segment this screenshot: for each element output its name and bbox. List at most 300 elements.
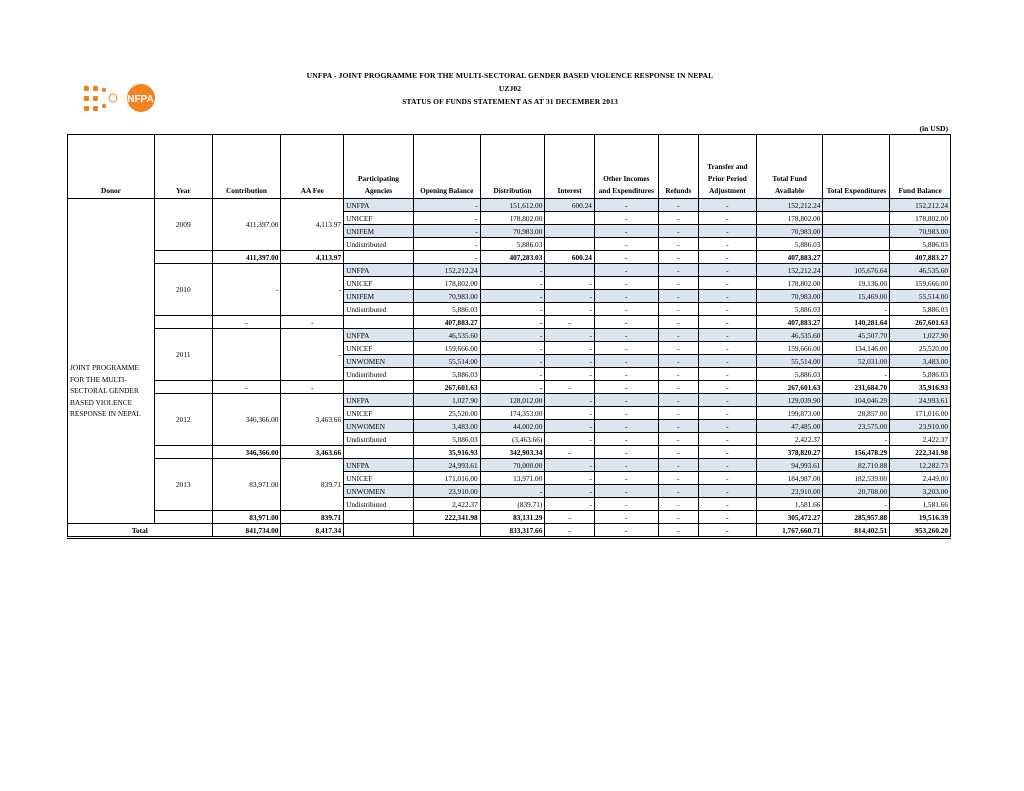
year-cell: 2012 xyxy=(154,394,212,446)
col-header: Fund Balance xyxy=(890,135,951,199)
year-cell: 2010 xyxy=(154,264,212,316)
table-header-row xyxy=(68,135,951,199)
subtotal-cell: - xyxy=(658,446,698,459)
amount-cell: - xyxy=(594,472,658,485)
total-cell: 841,734.00 xyxy=(212,524,281,538)
amount-cell xyxy=(823,225,890,238)
subtotal-cell: 231,684.70 xyxy=(823,381,890,394)
amount-cell: - xyxy=(545,277,595,290)
agency-name: UNICEF xyxy=(344,407,414,420)
amount-cell: 2,422.37 xyxy=(890,433,951,446)
amount-cell: 152,212.24 xyxy=(756,199,823,212)
subtotal-cell: - xyxy=(281,381,344,394)
agency-name: UNWOMEN xyxy=(344,485,414,498)
agency-name: UNFPA xyxy=(344,199,414,212)
amount-cell: 70,983.00 xyxy=(756,290,823,303)
amount-cell xyxy=(545,212,595,225)
amount-cell: - xyxy=(658,342,698,355)
amount-cell xyxy=(823,199,890,212)
amount-cell: - xyxy=(545,355,595,368)
amount-cell: - xyxy=(594,342,658,355)
amount-cell: - xyxy=(545,303,595,316)
amount-cell: - xyxy=(480,264,545,277)
agency-name: UNWOMEN xyxy=(344,420,414,433)
amount-cell: 105,676.64 xyxy=(823,264,890,277)
amount-cell: - xyxy=(658,303,698,316)
subtotal-cell: - xyxy=(699,511,757,524)
subtotal-cell: - xyxy=(480,316,545,329)
amount-cell: - xyxy=(545,290,595,303)
amount-cell: - xyxy=(658,212,698,225)
amount-cell: - xyxy=(699,368,757,381)
amount-cell: 159,666.00 xyxy=(756,342,823,355)
amount-cell: - xyxy=(658,459,698,472)
total-cell xyxy=(344,524,414,538)
amount-cell: 5,886.03 xyxy=(890,303,951,316)
subtotal-cell: - xyxy=(212,316,281,329)
amount-cell: - xyxy=(699,498,757,511)
amount-cell: 128,012.00 xyxy=(480,394,545,407)
amount-cell: 44,002.00 xyxy=(480,420,545,433)
table-row xyxy=(68,394,951,407)
amount-cell: - xyxy=(594,212,658,225)
amount-cell: - xyxy=(545,394,595,407)
amount-cell: 178,802.00 xyxy=(890,212,951,225)
amount-cell: 2,422.37 xyxy=(413,498,480,511)
amount-cell: - xyxy=(480,355,545,368)
aa-fee-cell: 839.71 xyxy=(281,459,344,511)
subtotal-cell: - xyxy=(699,251,757,264)
total-cell: - xyxy=(658,524,698,538)
amount-cell: 23,910.00 xyxy=(890,420,951,433)
subtotal-cell: 378,820.27 xyxy=(756,446,823,459)
aa-fee-cell: 4,113.97 xyxy=(281,199,344,251)
col-header: Interest xyxy=(545,135,595,199)
col-header: Transfer and Prior Period Adjustment xyxy=(699,135,757,199)
subtotal-cell: - xyxy=(413,251,480,264)
contribution-cell: - xyxy=(212,264,281,316)
subtotal-cell: - xyxy=(480,381,545,394)
subtotal-cell xyxy=(344,316,414,329)
amount-cell: - xyxy=(545,433,595,446)
currency-unit: (in USD) xyxy=(919,124,948,133)
agency-name: UNWOMEN xyxy=(344,355,414,368)
amount-cell: 5,886.03 xyxy=(413,303,480,316)
amount-cell: 5,886.03 xyxy=(890,238,951,251)
amount-cell: - xyxy=(545,368,595,381)
amount-cell: 178,802.00 xyxy=(756,277,823,290)
amount-cell: - xyxy=(480,277,545,290)
subtotal-cell: - xyxy=(699,381,757,394)
amount-cell: 46,535.60 xyxy=(413,329,480,342)
col-header: Other Incomes and Expenditures xyxy=(594,135,658,199)
subtotal-cell: 35,916.93 xyxy=(413,446,480,459)
amount-cell: 199,873.00 xyxy=(756,407,823,420)
amount-cell: 94,993.61 xyxy=(756,459,823,472)
amount-cell: 55,514.00 xyxy=(413,355,480,368)
subtotal-cell: 140,281.64 xyxy=(823,316,890,329)
amount-cell: - xyxy=(545,420,595,433)
col-header: AA Fee xyxy=(281,135,344,199)
agency-name: UNFPA xyxy=(344,329,414,342)
amount-cell: 70,983.00 xyxy=(480,225,545,238)
amount-cell: 134,146.00 xyxy=(823,342,890,355)
col-header: Participating Agencies xyxy=(344,135,414,199)
subtotal-cell: 35,916.93 xyxy=(890,381,951,394)
amount-cell: - xyxy=(594,485,658,498)
amount-cell: 70,983.00 xyxy=(413,290,480,303)
amount-cell: - xyxy=(658,433,698,446)
amount-cell: 55,514.00 xyxy=(756,355,823,368)
subtotal-cell: 222,341.98 xyxy=(413,511,480,524)
amount-cell: - xyxy=(413,199,480,212)
amount-cell: 5,886.03 xyxy=(756,368,823,381)
amount-cell: - xyxy=(545,485,595,498)
amount-cell: 152,212.24 xyxy=(413,264,480,277)
col-header: Distribution xyxy=(480,135,545,199)
agency-name: Undistributed xyxy=(344,433,414,446)
amount-cell xyxy=(545,225,595,238)
status-of-funds-table xyxy=(67,134,951,539)
agency-name: Undistributed xyxy=(344,238,414,251)
subtotal-cell: 83,131.29 xyxy=(480,511,545,524)
subtotal-cell: 407,883.27 xyxy=(890,251,951,264)
amount-cell: 5,886.03 xyxy=(480,238,545,251)
grand-total-row xyxy=(68,524,951,538)
amount-cell: 174,353.00 xyxy=(480,407,545,420)
amount-cell: - xyxy=(658,355,698,368)
amount-cell: - xyxy=(545,342,595,355)
amount-cell: - xyxy=(594,368,658,381)
amount-cell: 28,857.00 xyxy=(823,407,890,420)
amount-cell xyxy=(545,238,595,251)
subtotal-cell: 407,883.27 xyxy=(413,316,480,329)
amount-cell: - xyxy=(545,329,595,342)
agency-name: UNICEF xyxy=(344,472,414,485)
amount-cell: 3,483.00 xyxy=(890,355,951,368)
amount-cell: - xyxy=(658,485,698,498)
subtotal-cell: 83,971.00 xyxy=(212,511,281,524)
subtotal-cell: 839.71 xyxy=(281,511,344,524)
year-cell: 2009 xyxy=(154,199,212,251)
year-cell: 2013 xyxy=(154,459,212,511)
subtotal-cell: 267,601.63 xyxy=(890,316,951,329)
subtotal-cell: 407,283.03 xyxy=(480,251,545,264)
amount-cell: 5,886.03 xyxy=(890,368,951,381)
total-cell: 833,317.66 xyxy=(480,524,545,538)
contribution-cell xyxy=(212,329,281,381)
agency-name: UNICEF xyxy=(344,277,414,290)
amount-cell: 24,993.61 xyxy=(413,459,480,472)
amount-cell: - xyxy=(594,459,658,472)
contribution-cell: 411,397.00 xyxy=(212,199,281,251)
amount-cell: - xyxy=(699,238,757,251)
table-row xyxy=(68,199,951,212)
amount-cell: - xyxy=(699,303,757,316)
amount-cell: - xyxy=(823,368,890,381)
table-row xyxy=(68,264,951,277)
amount-cell: - xyxy=(699,355,757,368)
amount-cell: - xyxy=(480,329,545,342)
amount-cell xyxy=(823,238,890,251)
total-cell: 953,260.20 xyxy=(890,524,951,538)
amount-cell: 25,520.00 xyxy=(890,342,951,355)
amount-cell: - xyxy=(594,498,658,511)
subtotal-cell: 285,957.88 xyxy=(823,511,890,524)
amount-cell: 70,000.00 xyxy=(480,459,545,472)
subtotal-cell: - xyxy=(594,381,658,394)
aa-fee-cell: - xyxy=(281,329,344,381)
col-header: Contribution xyxy=(212,135,281,199)
subtotal-cell: 267,601.63 xyxy=(756,381,823,394)
amount-cell: 25,520.00 xyxy=(413,407,480,420)
subtotal-cell: - xyxy=(594,251,658,264)
amount-cell: 47,485.00 xyxy=(756,420,823,433)
amount-cell: 1,027.90 xyxy=(413,394,480,407)
aa-fee-cell: 3,463.66 xyxy=(281,394,344,446)
amount-cell: 24,993.61 xyxy=(890,394,951,407)
table-row xyxy=(68,459,951,472)
amount-cell: 129,039.90 xyxy=(756,394,823,407)
subtotal-cell: - xyxy=(545,446,595,459)
col-header: Total Fund Available xyxy=(756,135,823,199)
amount-cell: 46,535.60 xyxy=(756,329,823,342)
amount-cell: - xyxy=(545,459,595,472)
subtotal-year-cell xyxy=(154,251,212,264)
amount-cell: - xyxy=(823,433,890,446)
year-cell: 2011 xyxy=(154,329,212,381)
agency-name: UNICEF xyxy=(344,212,414,225)
agency-name: Undistributed xyxy=(344,368,414,381)
amount-cell: - xyxy=(545,498,595,511)
amount-cell: 70,983.00 xyxy=(890,225,951,238)
amount-cell: - xyxy=(594,238,658,251)
amount-cell: - xyxy=(480,290,545,303)
amount-cell: - xyxy=(545,472,595,485)
amount-cell: - xyxy=(594,394,658,407)
subtotal-cell: - xyxy=(658,511,698,524)
amount-cell: 600.24 xyxy=(545,199,595,212)
subtotal-cell: 222,341.98 xyxy=(890,446,951,459)
donor-cell: JOINT PROGRAMME FOR THE MULTI-SECTORAL GENDER BASED VIOLENCE RESPONSE IN NEPAL xyxy=(68,199,155,524)
amount-cell: - xyxy=(699,290,757,303)
subtotal-row xyxy=(68,251,951,264)
amount-cell: 152,212.24 xyxy=(756,264,823,277)
subtotal-row xyxy=(68,381,951,394)
amount-cell: - xyxy=(594,407,658,420)
amount-cell xyxy=(545,264,595,277)
amount-cell: - xyxy=(594,303,658,316)
amount-cell: - xyxy=(699,342,757,355)
amount-cell: 184,987.00 xyxy=(756,472,823,485)
subtotal-cell: - xyxy=(545,381,595,394)
amount-cell: - xyxy=(413,225,480,238)
amount-cell: 182,539.00 xyxy=(823,472,890,485)
col-header: Refunds xyxy=(658,135,698,199)
amount-cell: 23,910.00 xyxy=(756,485,823,498)
col-header: Year xyxy=(154,135,212,199)
table-row xyxy=(68,329,951,342)
amount-cell: - xyxy=(699,212,757,225)
subtotal-cell: 411,397.00 xyxy=(212,251,281,264)
subtotal-year-cell xyxy=(154,511,212,524)
amount-cell: 23,575.00 xyxy=(823,420,890,433)
subtotal-cell: 19,516.39 xyxy=(890,511,951,524)
subtotal-cell xyxy=(344,381,414,394)
subtotal-cell: - xyxy=(594,316,658,329)
amount-cell: 3,203.00 xyxy=(890,485,951,498)
amount-cell: - xyxy=(699,329,757,342)
amount-cell: 5,886.03 xyxy=(413,368,480,381)
subtotal-cell: - xyxy=(545,316,595,329)
amount-cell xyxy=(823,212,890,225)
amount-cell: - xyxy=(658,394,698,407)
amount-cell: 5,886.03 xyxy=(413,433,480,446)
amount-cell: - xyxy=(594,329,658,342)
amount-cell: - xyxy=(699,277,757,290)
subtotal-row xyxy=(68,511,951,524)
subtotal-row xyxy=(68,446,951,459)
subtotal-cell: - xyxy=(594,446,658,459)
amount-cell: - xyxy=(594,264,658,277)
amount-cell: 159,666.00 xyxy=(413,342,480,355)
amount-cell: 52,031.00 xyxy=(823,355,890,368)
amount-cell: - xyxy=(658,368,698,381)
amount-cell: (3,463.66) xyxy=(480,433,545,446)
amount-cell: - xyxy=(594,433,658,446)
amount-cell: 19,136.00 xyxy=(823,277,890,290)
amount-cell: - xyxy=(658,199,698,212)
amount-cell: - xyxy=(699,199,757,212)
amount-cell: - xyxy=(545,407,595,420)
amount-cell: - xyxy=(699,472,757,485)
unfpa-logo xyxy=(84,84,164,114)
amount-cell: - xyxy=(480,342,545,355)
amount-cell: 178,802.00 xyxy=(413,277,480,290)
amount-cell: - xyxy=(594,199,658,212)
amount-cell: 104,046.29 xyxy=(823,394,890,407)
amount-cell: 171,016.00 xyxy=(413,472,480,485)
subtotal-cell: - xyxy=(699,316,757,329)
amount-cell: - xyxy=(699,485,757,498)
agency-name: UNFPA xyxy=(344,264,414,277)
amount-cell: - xyxy=(699,459,757,472)
amount-cell: - xyxy=(658,277,698,290)
subtotal-cell xyxy=(344,446,414,459)
amount-cell: - xyxy=(823,498,890,511)
agency-name: UNFPA xyxy=(344,394,414,407)
amount-cell: 20,708.00 xyxy=(823,485,890,498)
amount-cell: - xyxy=(413,238,480,251)
subtotal-cell: - xyxy=(281,316,344,329)
amount-cell: - xyxy=(658,264,698,277)
amount-cell: 45,507.70 xyxy=(823,329,890,342)
subtotal-cell: - xyxy=(699,446,757,459)
subtotal-year-cell xyxy=(154,381,212,394)
amount-cell: - xyxy=(658,290,698,303)
amount-cell: 151,612.00 xyxy=(480,199,545,212)
amount-cell: 1,581.66 xyxy=(756,498,823,511)
amount-cell: 15,469.00 xyxy=(823,290,890,303)
subtotal-cell xyxy=(344,251,414,264)
total-cell: - xyxy=(545,524,595,538)
amount-cell: 171,016.00 xyxy=(890,407,951,420)
amount-cell: - xyxy=(413,212,480,225)
agency-name: UNIFEM xyxy=(344,225,414,238)
total-cell: 1,767,660.71 xyxy=(756,524,823,538)
subtotal-cell: - xyxy=(212,381,281,394)
amount-cell: - xyxy=(658,238,698,251)
amount-cell: (839.71) xyxy=(480,498,545,511)
amount-cell: - xyxy=(699,407,757,420)
subtotal-row xyxy=(68,316,951,329)
amount-cell: 152,212.24 xyxy=(890,199,951,212)
amount-cell: 159,666.00 xyxy=(890,277,951,290)
contribution-cell: 346,366.00 xyxy=(212,394,281,446)
amount-cell: - xyxy=(594,277,658,290)
total-cell: - xyxy=(699,524,757,538)
agency-name: Undistributed xyxy=(344,303,414,316)
amount-cell: 82,710.88 xyxy=(823,459,890,472)
amount-cell: 23,910.00 xyxy=(413,485,480,498)
amount-cell: 2,422.37 xyxy=(756,433,823,446)
agency-name: UNIFEM xyxy=(344,290,414,303)
logo-text: UNFPA xyxy=(120,94,154,105)
amount-cell: 13,971.00 xyxy=(480,472,545,485)
report-title: UNFPA - JOINT PROGRAMME FOR THE MULTI-SECTORAL GENDER BASED VIOLENCE RESPONSE IN NEPAL xyxy=(306,71,714,80)
amount-cell: - xyxy=(480,485,545,498)
amount-cell: - xyxy=(658,407,698,420)
subtotal-cell: 267,601.63 xyxy=(413,381,480,394)
report-subtitle: STATUS OF FUNDS STATEMENT AS AT 31 DECEMBER 2013 xyxy=(402,97,618,106)
subtotal-cell xyxy=(344,511,414,524)
total-cell xyxy=(413,524,480,538)
col-header: Donor xyxy=(68,135,155,199)
subtotal-cell: - xyxy=(545,511,595,524)
subtotal-year-cell xyxy=(154,316,212,329)
amount-cell: - xyxy=(594,225,658,238)
amount-cell: 12,282.73 xyxy=(890,459,951,472)
subtotal-cell: - xyxy=(658,381,698,394)
amount-cell: 70,983.00 xyxy=(756,225,823,238)
subtotal-cell: 3,463.66 xyxy=(281,446,344,459)
amount-cell: 1,581.66 xyxy=(890,498,951,511)
subtotal-cell: 305,472.27 xyxy=(756,511,823,524)
amount-cell: - xyxy=(594,290,658,303)
subtotal-cell: - xyxy=(594,511,658,524)
amount-cell: - xyxy=(594,420,658,433)
amount-cell: - xyxy=(480,368,545,381)
amount-cell: 178,802.00 xyxy=(480,212,545,225)
col-header: Opening Balance xyxy=(413,135,480,199)
amount-cell: 46,535.60 xyxy=(890,264,951,277)
amount-cell: 5,886.03 xyxy=(756,303,823,316)
subtotal-cell: - xyxy=(658,251,698,264)
subtotal-cell: 407,883.27 xyxy=(756,316,823,329)
amount-cell: - xyxy=(823,303,890,316)
subtotal-cell xyxy=(823,251,890,264)
amount-cell: - xyxy=(699,420,757,433)
amount-cell: 55,514.00 xyxy=(890,290,951,303)
amount-cell: 178,802.00 xyxy=(756,212,823,225)
amount-cell: - xyxy=(658,472,698,485)
total-cell: - xyxy=(594,524,658,538)
subtotal-cell: 407,883.27 xyxy=(756,251,823,264)
agency-name: UNICEF xyxy=(344,342,414,355)
amount-cell: 1,027.90 xyxy=(890,329,951,342)
subtotal-cell: 346,366.00 xyxy=(212,446,281,459)
subtotal-cell: 4,113.97 xyxy=(281,251,344,264)
